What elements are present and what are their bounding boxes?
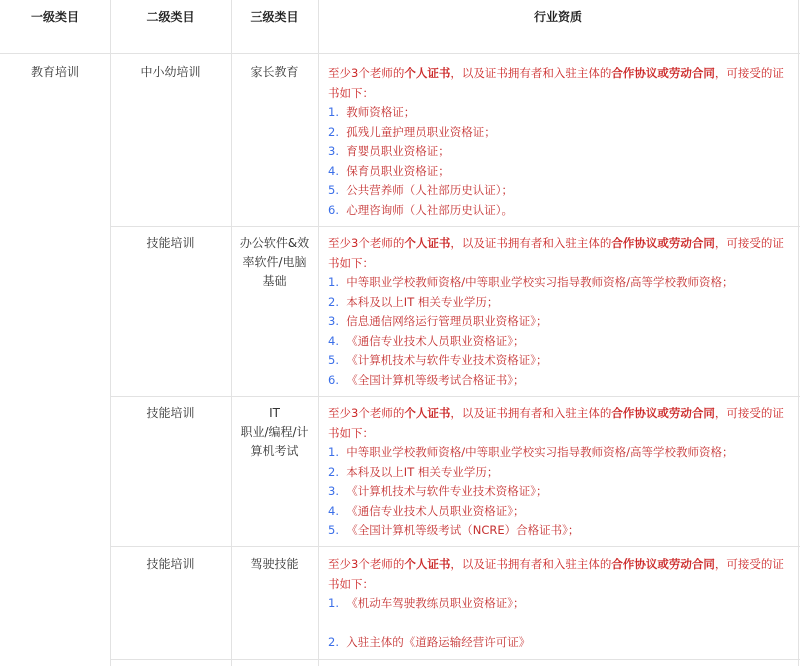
level2-category: 技能培训 bbox=[146, 406, 195, 420]
qualification-cell bbox=[328, 64, 792, 220]
cert-item: 4. 《通信专业技术人员职业资格证》； bbox=[328, 333, 525, 348]
cert-item: 3. 《计算机技术与软件专业技术资格证》； bbox=[328, 484, 548, 498]
header-divider bbox=[0, 53, 800, 54]
row-divider bbox=[110, 546, 800, 547]
level3-category bbox=[231, 404, 318, 461]
column-divider bbox=[318, 0, 319, 666]
qualification-cell bbox=[328, 234, 792, 390]
level3-category bbox=[231, 555, 318, 574]
row-divider bbox=[110, 226, 800, 227]
level3-line: 家长教育 bbox=[250, 65, 299, 79]
cert-item-spacer bbox=[328, 614, 792, 634]
header-level1: 一级类目 bbox=[30, 10, 79, 24]
cert-item: 6. 《全国计算机等级考试合格证书》； bbox=[328, 372, 525, 387]
column-divider bbox=[798, 0, 799, 666]
cert-item: 2. 本科及以上IT 相关专业学历； bbox=[328, 464, 499, 479]
cert-item: 6. 心理咨询师（人社部历史认证）。 bbox=[328, 202, 514, 217]
cert-item: 4. 《通信专业技术人员职业资格证》； bbox=[328, 503, 525, 518]
header-level3: 三级类目 bbox=[250, 10, 299, 24]
qualification-intro: 至少3个老师的个人证书，以及证书拥有者和入驻主体的合作协议或劳动合同，可接受的证书如下： bbox=[328, 557, 784, 591]
cert-item: 5. 公共营养师（人社部历史认证）； bbox=[328, 183, 514, 197]
qualification-intro: 至少3个老师的个人证书，以及证书拥有者和入驻主体的合作协议或劳动合同，可接受的证书如下： bbox=[328, 66, 784, 100]
cert-item: 1. 《机动车驾驶教练员职业资格证》； bbox=[328, 596, 525, 610]
level2-category: 技能培训 bbox=[146, 236, 195, 250]
cert-item: 2. 入驻主体的《道路运输经营许可证》 bbox=[328, 635, 531, 649]
cert-item: 5. 《全国计算机等级考试（NCRE）合格证书》； bbox=[328, 523, 580, 537]
qualification-cell bbox=[328, 555, 792, 653]
cert-item: 1. 中等职业学校教师资格/中等职业学校实习指导教师资格/高等学校教师资格； bbox=[328, 445, 734, 459]
level3-line: IT bbox=[269, 406, 280, 420]
qualification-cell bbox=[328, 404, 792, 541]
cert-item: 1. 中等职业学校教师资格/中等职业学校实习指导教师资格/高等学校教师资格； bbox=[328, 275, 734, 289]
cert-item: 3. 育婴员职业资格证； bbox=[328, 144, 450, 158]
level2-category: 中小幼培训 bbox=[140, 65, 201, 79]
level3-line: 算机考试 bbox=[250, 444, 299, 458]
cert-item: 1. 教师资格证； bbox=[328, 105, 416, 119]
qualification-intro: 至少3个老师的个人证书，以及证书拥有者和入驻主体的合作协议或劳动合同，可接受的证书如下： bbox=[328, 406, 784, 440]
cert-item: 2. 孤残儿童护理员职业资格证； bbox=[328, 124, 496, 139]
level3-line: 率软件/电脑 bbox=[242, 255, 307, 269]
cert-item: 5. 《计算机技术与软件专业技术资格证》； bbox=[328, 353, 548, 367]
header-level2: 二级类目 bbox=[146, 10, 195, 24]
cert-item: 3. 信息通信网络运行管理员职业资格证》； bbox=[328, 314, 548, 328]
level3-category bbox=[231, 63, 318, 82]
level3-line: 驾驶技能 bbox=[250, 557, 299, 571]
cert-item: 4. 保育员职业资格证； bbox=[328, 163, 450, 178]
qualification-intro: 至少3个老师的个人证书，以及证书拥有者和入驻主体的合作协议或劳动合同，可接受的证书如下： bbox=[328, 236, 784, 270]
row-divider bbox=[110, 396, 800, 397]
level3-line: 办公软件&效 bbox=[239, 236, 310, 250]
level2-category: 技能培训 bbox=[146, 557, 195, 571]
level1-category: 教育培训 bbox=[30, 65, 79, 79]
level3-line: 基础 bbox=[262, 274, 287, 288]
level3-line: 职业/编程/计 bbox=[240, 425, 309, 439]
cert-item: 2. 本科及以上IT 相关专业学历； bbox=[328, 294, 499, 309]
level3-category bbox=[231, 234, 318, 291]
row-divider bbox=[110, 659, 800, 660]
header-qualification: 行业资质 bbox=[533, 10, 582, 24]
